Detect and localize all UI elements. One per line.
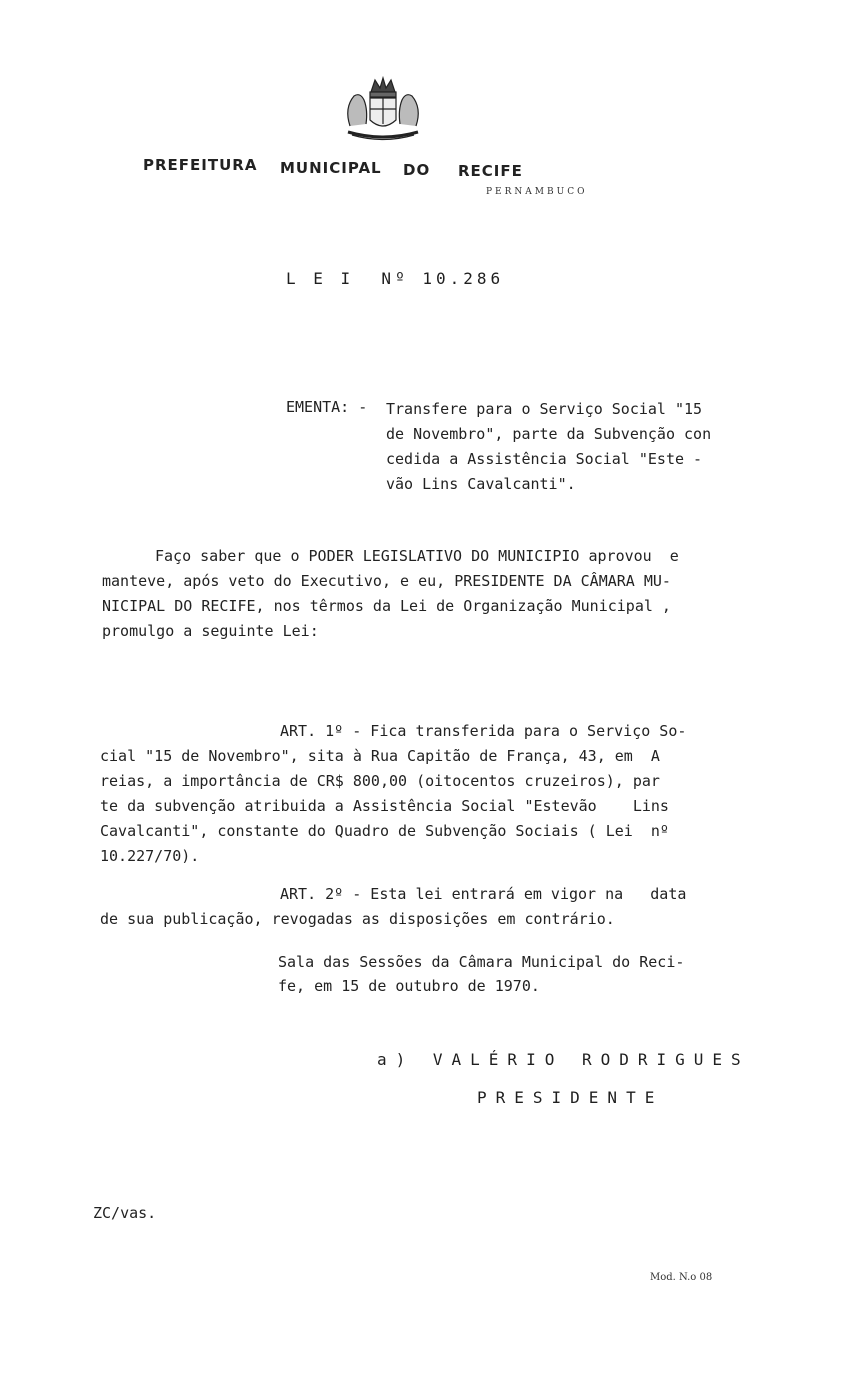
art1-line-2: cial "15 de Novembro", sita à Rua Capitão de França, 43, em A [100,747,660,765]
ementa-line-2: de Novembro", parte da Subvenção con [386,425,712,443]
ementa-line-1: Transfere para o Serviço Social "15 [386,400,703,418]
coat-of-arms-emblem [334,74,432,144]
header-municipal: MUNICIPAL [280,159,382,177]
preamble-line-1: Faço saber que o PODER LEGISLATIVO DO MUNICIPIO aprovou e [155,547,679,565]
typist-initials: ZC/vas. [93,1204,157,1222]
art1-line-3: reias, a importância de CR$ 800,00 (oitocentos cruzeiros), par [100,772,660,790]
art1-line-1: ART. 1º - Fica transferida para o Serviço So- [280,722,687,740]
header-prefeitura: PREFEITURA [143,156,258,174]
form-code: Mod. N.o 08 [650,1272,713,1283]
art1-line-5: Cavalcanti", constante do Quadro de Subvenção Sociais ( Lei nº [100,822,669,840]
preamble-line-4: promulgo a seguinte Lei: [102,622,319,640]
preamble-line-3: NICIPAL DO RECIFE, nos têrmos da Lei de Organização Municipal , [102,597,671,615]
law-title: L E I Nº 10.286 [286,269,505,288]
preamble-line-2: manteve, após veto do Executivo, e eu, PRESIDENTE DA CÂMARA MU- [102,572,671,590]
header-state: PERNAMBUCO [486,187,588,197]
ementa-line-3: cedida a Assistência Social "Este - [386,450,703,468]
art2-line-2: de sua publicação, revogadas as disposições em contrário. [100,910,615,928]
art1-line-4: te da subvenção atribuida a Assistência Social "Estevão Lins [100,797,669,815]
closing-line-1: Sala das Sessões da Câmara Municipal do Reci- [278,953,685,971]
signature-name: a) VALÉRIO RODRIGUES [377,1050,750,1069]
art1-line-6: 10.227/70). [100,847,200,865]
ementa-line-4: vão Lins Cavalcanti". [386,475,576,493]
ementa-label: EMENTA: - [286,398,368,416]
signature-title: PRESIDENTE [477,1088,664,1107]
art2-line-1: ART. 2º - Esta lei entrará em vigor na data [280,885,687,903]
header-recife: RECIFE [458,162,523,180]
header-do: DO [403,161,431,179]
closing-line-2: fe, em 15 de outubro de 1970. [278,977,540,995]
